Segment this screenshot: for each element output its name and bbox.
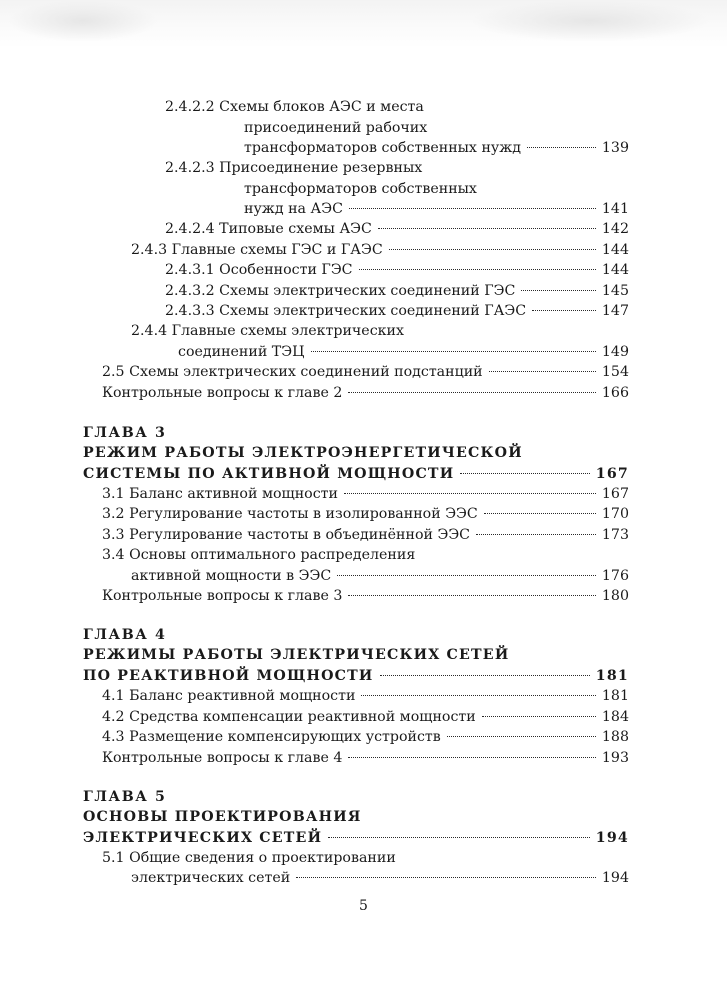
toc-entry-3-1[interactable] xyxy=(102,484,629,504)
toc-entry-title: Схемы электрических соединений ГАЭС xyxy=(219,303,527,319)
toc-entry-title: Присоединение резервных xyxy=(219,160,423,176)
dot-leader xyxy=(380,675,590,676)
toc-entry-number: 2.4.2.3 xyxy=(165,160,215,176)
toc-entry-title: Особенности ГЭС xyxy=(219,262,353,278)
toc-entry-2-4-3-1[interactable] xyxy=(165,260,629,280)
dot-leader xyxy=(359,269,596,270)
dot-leader xyxy=(447,736,596,737)
toc-page-number: 176 xyxy=(601,568,629,584)
toc-entry-title: Типовые схемы АЭС xyxy=(219,221,372,237)
dot-leader xyxy=(296,877,596,878)
toc-page-number: 141 xyxy=(601,201,629,217)
toc-entry-title: Контрольные вопросы к главе 4 xyxy=(102,750,343,766)
toc-entry-4-1[interactable] xyxy=(102,686,629,706)
toc-entry-2-4-3-3[interactable] xyxy=(165,301,629,321)
toc-entry-title: Главные схемы электрических xyxy=(171,323,404,339)
toc-entry-title: Главные схемы ГЭС и ГАЭС xyxy=(171,242,383,258)
toc-entry-title: Средства компенсации реактивной мощности xyxy=(129,709,476,725)
dot-leader xyxy=(476,534,596,535)
toc-entry-review-ch2[interactable] xyxy=(102,383,629,403)
toc-page-number: 188 xyxy=(601,729,629,745)
toc-entry-title: нужд на АЭС xyxy=(244,201,343,217)
toc-entry-title: Регулирование частоты в объединённой ЭЭС xyxy=(129,527,471,543)
toc-page-number: 144 xyxy=(601,242,629,258)
toc-entry-5-1-line1 xyxy=(102,848,396,868)
toc-entry-2-4-4-line2[interactable] xyxy=(178,342,629,362)
toc-entry-3-2[interactable] xyxy=(102,504,629,524)
toc-entry-number: 4.3 xyxy=(102,729,125,745)
toc-entry-number: 2.4.2.2 xyxy=(165,99,215,115)
toc-page-number: 167 xyxy=(601,486,629,502)
toc-entry-2-4-2-2-line1 xyxy=(165,97,424,117)
chapter-4-label: ГЛАВА 4 xyxy=(83,627,167,643)
dot-leader xyxy=(337,575,596,576)
toc-page-number: 167 xyxy=(595,466,629,482)
toc-page-number: 139 xyxy=(601,140,629,156)
chapter-3-label: ГЛАВА 3 xyxy=(83,425,167,441)
toc-entry-2-4-2-3-line1 xyxy=(165,158,422,178)
toc-entry-3-4-line1 xyxy=(102,545,415,565)
dot-leader xyxy=(489,371,596,372)
toc-page-number: 149 xyxy=(601,344,629,360)
dot-leader xyxy=(532,310,596,311)
toc-entry-title: Общие сведения о проектировании xyxy=(129,850,396,866)
toc-entry-title: Размещение компенсирующих устройств xyxy=(129,729,441,745)
toc-entry-number: 4.1 xyxy=(102,688,125,704)
toc-entry-4-2[interactable] xyxy=(102,707,629,727)
toc-entry-number: 2.5 xyxy=(102,364,125,380)
toc-entry-title: соединений ТЭЦ xyxy=(178,344,305,360)
chapter-5-label: ГЛАВА 5 xyxy=(83,789,167,805)
toc-entry-number: 2.4.3.2 xyxy=(165,283,215,299)
toc-page-number: 154 xyxy=(601,364,629,380)
toc-entry-title: Контрольные вопросы к главе 3 xyxy=(102,588,343,604)
toc-entry-number: 3.2 xyxy=(102,506,125,522)
toc-entry-2-4-4-line1 xyxy=(131,321,404,341)
toc-entry-title: трансформаторов собственных нужд xyxy=(244,140,522,156)
chapter-title: ПО РЕАКТИВНОЙ МОЩНОСТИ xyxy=(83,668,374,684)
toc-entry-3-4-line2[interactable] xyxy=(131,566,629,586)
dot-leader xyxy=(482,716,596,717)
toc-entry-number: 2.4.2.4 xyxy=(165,221,215,237)
chapter-4-title-line2[interactable] xyxy=(83,666,629,686)
toc-entry-2-4-2-2-line3[interactable] xyxy=(244,138,629,158)
chapter-3-title-line2[interactable] xyxy=(83,464,629,484)
dot-leader xyxy=(460,473,589,474)
toc-entry-2-4-3[interactable] xyxy=(131,240,629,260)
toc-page-number: 142 xyxy=(601,221,629,237)
toc-entry-5-1-line2[interactable] xyxy=(131,868,629,888)
toc-entry-title: Баланс активной мощности xyxy=(129,486,338,502)
toc-entry-title: Схемы электрических соединений подстанций xyxy=(129,364,483,380)
chapter-title: ЭЛЕКТРИЧЕСКИХ СЕТЕЙ xyxy=(83,830,323,846)
dot-leader xyxy=(328,837,590,838)
toc-entry-number: 3.1 xyxy=(102,486,125,502)
toc-entry-title: Схемы блоков АЭС и места xyxy=(219,99,424,115)
dot-leader xyxy=(344,493,596,494)
toc-page-number: 194 xyxy=(595,830,629,846)
dot-leader xyxy=(527,147,596,148)
toc-entry-4-3[interactable] xyxy=(102,727,629,747)
chapter-5-title-line1: ОСНОВЫ ПРОЕКТИРОВАНИЯ xyxy=(83,809,362,825)
dot-leader xyxy=(311,351,596,352)
dot-leader xyxy=(484,513,596,514)
toc-entry-2-4-2-3-line3[interactable] xyxy=(244,199,629,219)
toc-page-number: 181 xyxy=(595,668,629,684)
dot-leader xyxy=(348,595,596,596)
toc-entry-review-ch4[interactable] xyxy=(102,748,629,768)
toc-entry-number: 2.4.3 xyxy=(131,242,168,258)
toc-entry-number: 2.4.3.3 xyxy=(165,303,215,319)
toc-page-number: 145 xyxy=(601,283,629,299)
chapter-4-title-line1: РЕЖИМЫ РАБОТЫ ЭЛЕКТРИЧЕСКИХ СЕТЕЙ xyxy=(83,647,510,663)
toc-page-number: 166 xyxy=(601,385,629,401)
toc-page-number: 194 xyxy=(601,870,629,886)
dot-leader xyxy=(361,695,595,696)
toc-entry-2-4-2-3-line2: трансформаторов собственных xyxy=(244,181,477,197)
toc-entry-number: 3.4 xyxy=(102,547,125,563)
toc-entry-2-4-2-4[interactable] xyxy=(165,219,629,239)
toc-entry-title: активной мощности в ЭЭС xyxy=(131,568,332,584)
chapter-title: СИСТЕМЫ ПО АКТИВНОЙ МОЩНОСТИ xyxy=(83,466,455,482)
toc-page-number: 170 xyxy=(601,506,629,522)
toc-entry-2-5[interactable] xyxy=(102,362,629,382)
dot-leader xyxy=(378,228,596,229)
page-number: 5 xyxy=(359,898,368,914)
toc-entry-title: электрических сетей xyxy=(131,870,291,886)
toc-page-number: 173 xyxy=(601,527,629,543)
toc-page-number: 184 xyxy=(601,709,629,725)
toc-entry-title: Контрольные вопросы к главе 2 xyxy=(102,385,343,401)
dot-leader xyxy=(389,249,596,250)
toc-entry-title: Регулирование частоты в изолированной ЭЭС xyxy=(129,506,478,522)
toc-entry-number: 2.4.4 xyxy=(131,323,168,339)
dot-leader xyxy=(348,757,596,758)
dot-leader xyxy=(349,208,596,209)
dot-leader xyxy=(521,290,596,291)
toc-entry-title: Основы оптимального распределения xyxy=(129,547,416,563)
toc-entry-number: 3.3 xyxy=(102,527,125,543)
toc-entry-title: Схемы электрических соединений ГЭС xyxy=(219,283,516,299)
toc-entry-review-ch3[interactable] xyxy=(102,586,629,606)
toc-entry-number: 2.4.3.1 xyxy=(165,262,215,278)
dot-leader xyxy=(348,392,596,393)
chapter-3-title-line1: РЕЖИМ РАБОТЫ ЭЛЕКТРОЭНЕРГЕТИЧЕСКОЙ xyxy=(83,445,523,461)
toc-page-number: 144 xyxy=(601,262,629,278)
chapter-5-title-line2[interactable] xyxy=(83,828,629,848)
toc-entry-title: Баланс реактивной мощности xyxy=(129,688,356,704)
toc-page-number: 147 xyxy=(601,303,629,319)
toc-page-number: 181 xyxy=(601,688,629,704)
toc-entry-3-3[interactable] xyxy=(102,525,629,545)
toc-entry-2-4-3-2[interactable] xyxy=(165,281,629,301)
toc-entry-number: 4.2 xyxy=(102,709,125,725)
toc-entry-number: 5.1 xyxy=(102,850,125,866)
toc-page-number: 180 xyxy=(601,588,629,604)
toc-entry-2-4-2-2-line2: присоединений рабочих xyxy=(244,120,428,136)
toc-page-number: 193 xyxy=(601,750,629,766)
